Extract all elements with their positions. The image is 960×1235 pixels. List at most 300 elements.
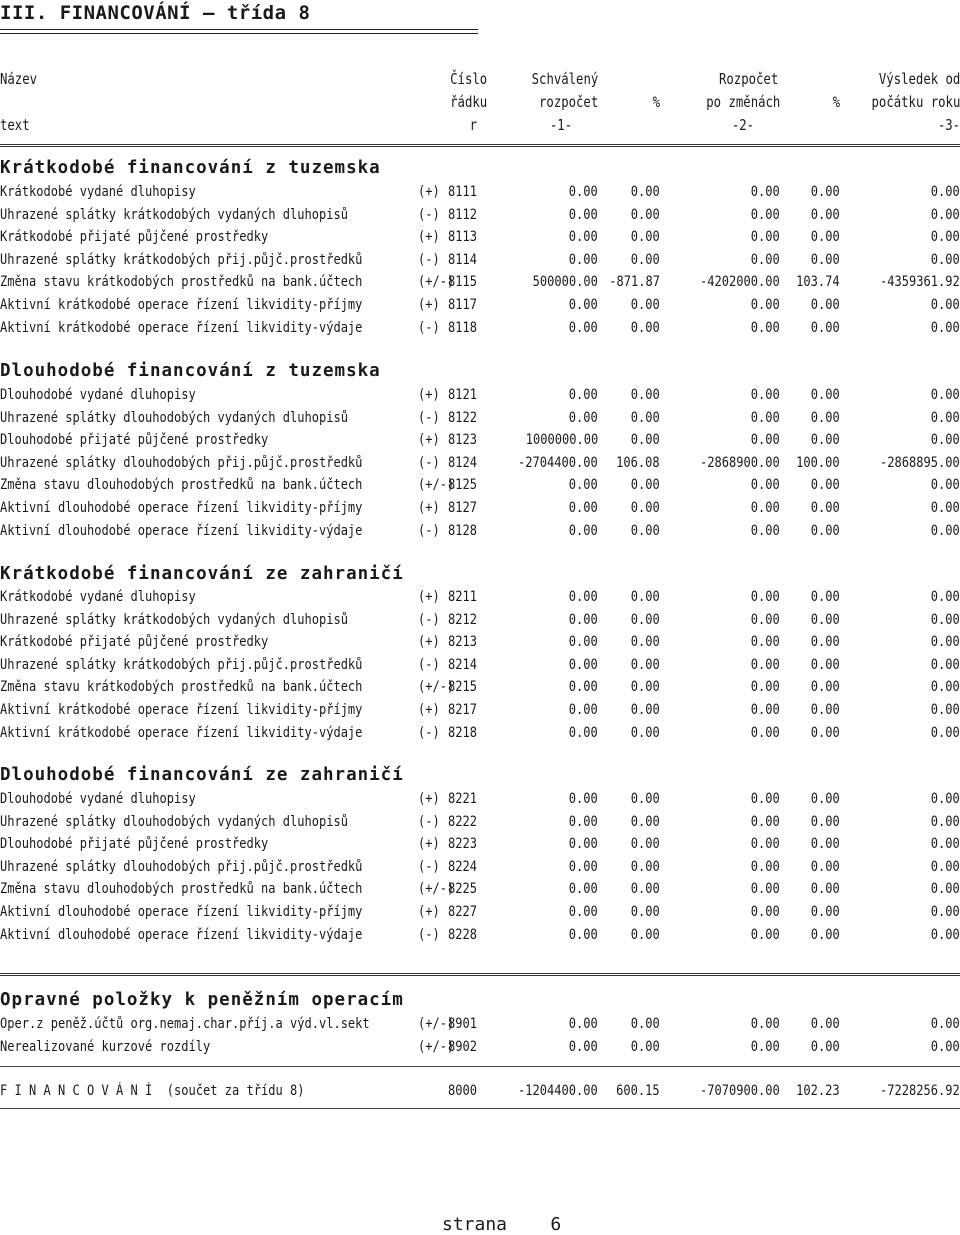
row-result: 0.00 bbox=[931, 432, 960, 449]
row-adjusted-budget: 0.00 bbox=[751, 206, 780, 223]
row-number: 8902 bbox=[448, 1038, 477, 1055]
total-label: F I N A N C O V Á N Í (součet za třídu 8) bbox=[0, 1083, 305, 1099]
row-name: Změna stavu krátkodobých prostředků na bank.účtech bbox=[0, 679, 363, 696]
row-percent-2: 0.00 bbox=[811, 206, 840, 223]
table-row bbox=[0, 226, 960, 248]
row-percent-2: 0.00 bbox=[811, 813, 840, 830]
row-adjusted-budget: 0.00 bbox=[751, 926, 780, 943]
row-result: 0.00 bbox=[931, 184, 960, 200]
row-adjusted-budget: 0.00 bbox=[751, 522, 780, 539]
row-name: Aktivní krátkodobé operace řízení likvidity-výdaje bbox=[0, 319, 363, 336]
table-row bbox=[0, 901, 960, 923]
header-text: text bbox=[0, 116, 30, 134]
row-percent-2: 0.00 bbox=[811, 724, 840, 741]
row-percent-1: 0.00 bbox=[631, 679, 660, 696]
row-percent-2: 0.00 bbox=[811, 1016, 840, 1032]
row-adjusted-budget: 0.00 bbox=[751, 589, 780, 605]
row-approved-budget: 0.00 bbox=[569, 184, 598, 200]
row-percent-2: 0.00 bbox=[811, 477, 840, 494]
row-adjusted-budget: 0.00 bbox=[751, 858, 780, 875]
row-sign: (+) bbox=[418, 432, 440, 449]
row-approved-budget: 0.00 bbox=[569, 319, 598, 336]
row-number: 8125 bbox=[448, 477, 477, 494]
row-percent-1: 0.00 bbox=[631, 926, 660, 943]
row-approved-budget: 0.00 bbox=[569, 297, 598, 313]
row-result: 0.00 bbox=[931, 1038, 960, 1055]
row-adjusted-budget: 0.00 bbox=[751, 184, 780, 200]
row-name: Aktivní krátkodobé operace řízení likvidity-příjmy bbox=[0, 297, 363, 313]
table-row bbox=[0, 407, 960, 429]
row-name: Dlouhodobé vydané dluhopisy bbox=[0, 791, 196, 807]
page-title: III. FINANCOVÁNÍ – třída 8 bbox=[0, 2, 311, 24]
table-row bbox=[0, 317, 960, 339]
row-adjusted-budget: 0.00 bbox=[751, 634, 780, 651]
table-row bbox=[0, 811, 960, 833]
header-cislo: Číslo bbox=[449, 70, 487, 88]
row-approved-budget: 0.00 bbox=[569, 724, 598, 741]
table-row bbox=[0, 452, 960, 474]
row-percent-2: 0.00 bbox=[811, 229, 840, 246]
row-approved-budget: -2704400.00 bbox=[518, 454, 598, 471]
row-number: 8117 bbox=[448, 297, 477, 313]
row-approved-budget: 0.00 bbox=[569, 904, 598, 920]
row-approved-budget: 0.00 bbox=[569, 1038, 598, 1055]
row-percent-2: 0.00 bbox=[811, 251, 840, 268]
row-sign: (-) bbox=[418, 926, 440, 943]
row-percent-1: 0.00 bbox=[631, 387, 660, 403]
row-approved-budget: 0.00 bbox=[569, 656, 598, 673]
row-result: 0.00 bbox=[931, 297, 960, 313]
row-result: -2868895.00 bbox=[880, 454, 960, 471]
row-percent-2: 0.00 bbox=[811, 319, 840, 336]
row-percent-1: -871.87 bbox=[609, 274, 660, 291]
row-adjusted-budget: 0.00 bbox=[751, 432, 780, 449]
row-number: 8217 bbox=[448, 702, 477, 718]
row-approved-budget: 0.00 bbox=[569, 702, 598, 718]
row-number: 8112 bbox=[448, 206, 477, 223]
row-sign: (-) bbox=[418, 724, 440, 741]
row-approved-budget: 0.00 bbox=[569, 589, 598, 605]
row-result: 0.00 bbox=[931, 589, 960, 605]
section-title: Krátkodobé financování z tuzemska bbox=[0, 158, 381, 178]
row-percent-1: 0.00 bbox=[631, 702, 660, 718]
row-number: 8118 bbox=[448, 319, 477, 336]
row-adjusted-budget: 0.00 bbox=[751, 500, 780, 516]
table-row bbox=[0, 294, 960, 316]
row-number: 8901 bbox=[448, 1016, 477, 1032]
row-sign: (+) bbox=[418, 702, 440, 718]
row-percent-1: 106.08 bbox=[616, 454, 660, 471]
row-percent-1: 0.00 bbox=[631, 1016, 660, 1032]
row-percent-1: 0.00 bbox=[631, 500, 660, 516]
table-row bbox=[0, 699, 960, 721]
row-adjusted-budget: 0.00 bbox=[751, 1016, 780, 1032]
row-number: 8122 bbox=[448, 409, 477, 426]
row-adjusted-budget: 0.00 bbox=[751, 724, 780, 741]
table-row bbox=[0, 654, 960, 676]
row-approved-budget: 0.00 bbox=[569, 522, 598, 539]
row-number: 8213 bbox=[448, 634, 477, 651]
row-result: 0.00 bbox=[931, 251, 960, 268]
title-underline bbox=[0, 29, 478, 30]
row-result: 0.00 bbox=[931, 206, 960, 223]
row-sign: (-) bbox=[418, 656, 440, 673]
row-percent-2: 0.00 bbox=[811, 904, 840, 920]
table-row bbox=[0, 1036, 960, 1058]
row-percent-2: 0.00 bbox=[811, 926, 840, 943]
row-name: Změna stavu dlouhodobých prostředků na bank.účtech bbox=[0, 881, 363, 898]
row-approved-budget: 0.00 bbox=[569, 926, 598, 943]
row-adjusted-budget: 0.00 bbox=[751, 656, 780, 673]
row-name: Dlouhodobé přijaté půjčené prostředky bbox=[0, 432, 269, 449]
row-percent-2: 0.00 bbox=[811, 297, 840, 313]
row-result: 0.00 bbox=[931, 926, 960, 943]
row-approved-budget: 0.00 bbox=[569, 387, 598, 403]
row-sign: (-) bbox=[418, 454, 440, 471]
row-adjusted-budget: 0.00 bbox=[751, 679, 780, 696]
row-number: 8225 bbox=[448, 881, 477, 898]
row-sign: (+) bbox=[418, 387, 440, 403]
row-name: Aktivní dlouhodobé operace řízení likvidity-výdaje bbox=[0, 522, 363, 539]
row-sign: (+) bbox=[418, 836, 440, 853]
table-row bbox=[0, 384, 960, 406]
row-percent-2: 0.00 bbox=[811, 184, 840, 200]
table-row bbox=[0, 204, 960, 226]
row-result: 0.00 bbox=[931, 522, 960, 539]
row-approved-budget: 0.00 bbox=[569, 409, 598, 426]
row-name: Uhrazené splátky dlouhodobých vydaných dluhopisů bbox=[0, 813, 348, 830]
row-sign: (-) bbox=[418, 251, 440, 268]
row-adjusted-budget: 0.00 bbox=[751, 813, 780, 830]
row-sign: (+/-) bbox=[418, 477, 455, 494]
row-number: 8211 bbox=[448, 589, 477, 605]
row-number: 8221 bbox=[448, 791, 477, 807]
row-percent-1: 0.00 bbox=[631, 432, 660, 449]
row-approved-budget: 0.00 bbox=[569, 813, 598, 830]
row-result: 0.00 bbox=[931, 858, 960, 875]
row-adjusted-budget: 0.00 bbox=[751, 702, 780, 718]
row-sign: (-) bbox=[418, 206, 440, 223]
row-percent-2: 0.00 bbox=[811, 656, 840, 673]
table-row bbox=[0, 497, 960, 519]
row-name: Aktivní dlouhodobé operace řízení likvidity-výdaje bbox=[0, 926, 363, 943]
row-percent-1: 0.00 bbox=[631, 206, 660, 223]
row-number: 8218 bbox=[448, 724, 477, 741]
row-number: 8223 bbox=[448, 836, 477, 853]
total-value-3: -7228256.92 bbox=[880, 1083, 960, 1099]
row-result: 0.00 bbox=[931, 409, 960, 426]
table-row bbox=[0, 520, 960, 542]
table-row bbox=[0, 474, 960, 496]
section-rule bbox=[0, 973, 960, 976]
row-sign: (+) bbox=[418, 634, 440, 651]
row-percent-1: 0.00 bbox=[631, 724, 660, 741]
row-percent-1: 0.00 bbox=[631, 881, 660, 898]
table-row bbox=[0, 676, 960, 698]
header-vysledek: Výsledek od bbox=[878, 70, 960, 88]
section-title: Dlouhodobé financování z tuzemska bbox=[0, 361, 381, 381]
row-result: 0.00 bbox=[931, 387, 960, 403]
row-result: 0.00 bbox=[931, 500, 960, 516]
title-underline-2 bbox=[0, 33, 478, 34]
header-schvaleny: Schválený bbox=[531, 70, 598, 88]
total-value-2: -7070900.00 bbox=[700, 1083, 780, 1099]
row-name: Uhrazené splátky krátkodobých vydaných dluhopisů bbox=[0, 611, 348, 628]
total-rule-bottom bbox=[0, 1108, 960, 1109]
row-number: 8214 bbox=[448, 656, 477, 673]
row-percent-2: 0.00 bbox=[811, 500, 840, 516]
row-approved-budget: 0.00 bbox=[569, 634, 598, 651]
row-name: Uhrazené splátky dlouhodobých přij.půjč.prostředků bbox=[0, 454, 363, 471]
row-name: Uhrazené splátky dlouhodobých vydaných dluhopisů bbox=[0, 409, 348, 426]
row-result: 0.00 bbox=[931, 791, 960, 807]
row-adjusted-budget: -4202000.00 bbox=[700, 274, 780, 291]
row-approved-budget: 1000000.00 bbox=[525, 432, 598, 449]
row-percent-1: 0.00 bbox=[631, 297, 660, 313]
row-number: 8227 bbox=[448, 904, 477, 920]
header-r: r bbox=[469, 116, 477, 134]
row-percent-2: 0.00 bbox=[811, 702, 840, 718]
row-percent-2: 0.00 bbox=[811, 611, 840, 628]
header-rule bbox=[0, 144, 960, 147]
row-sign: (+) bbox=[418, 297, 440, 313]
row-sign: (-) bbox=[418, 522, 440, 539]
header-rozpocet-zmeny: Rozpočet bbox=[718, 70, 778, 88]
row-name: Uhrazené splátky krátkodobých přij.půjč.prostředků bbox=[0, 656, 363, 673]
row-approved-budget: 0.00 bbox=[569, 791, 598, 807]
row-number: 8113 bbox=[448, 229, 477, 246]
row-percent-2: 0.00 bbox=[811, 836, 840, 853]
row-result: 0.00 bbox=[931, 1016, 960, 1032]
row-percent-1: 0.00 bbox=[631, 813, 660, 830]
header-percent-1: % bbox=[652, 93, 660, 111]
table-row bbox=[0, 878, 960, 900]
row-number: 8215 bbox=[448, 679, 477, 696]
row-name: Nerealizované kurzové rozdíly bbox=[0, 1038, 211, 1055]
table-row bbox=[0, 924, 960, 946]
row-sign: (+) bbox=[418, 904, 440, 920]
table-row bbox=[0, 722, 960, 744]
row-percent-1: 0.00 bbox=[631, 589, 660, 605]
row-percent-2: 103.74 bbox=[796, 274, 840, 291]
row-number: 8222 bbox=[448, 813, 477, 830]
row-adjusted-budget: 0.00 bbox=[751, 297, 780, 313]
row-percent-1: 0.00 bbox=[631, 1038, 660, 1055]
row-percent-2: 0.00 bbox=[811, 858, 840, 875]
row-number: 8212 bbox=[448, 611, 477, 628]
row-adjusted-budget: 0.00 bbox=[751, 1038, 780, 1055]
row-result: 0.00 bbox=[931, 904, 960, 920]
row-number: 8224 bbox=[448, 858, 477, 875]
total-rule-top bbox=[0, 1066, 960, 1067]
row-number: 8128 bbox=[448, 522, 477, 539]
row-percent-2: 0.00 bbox=[811, 1038, 840, 1055]
row-name: Aktivní dlouhodobé operace řízení likvidity-příjmy bbox=[0, 500, 363, 516]
row-result: 0.00 bbox=[931, 477, 960, 494]
row-percent-1: 0.00 bbox=[631, 251, 660, 268]
row-percent-1: 0.00 bbox=[631, 522, 660, 539]
row-sign: (+) bbox=[418, 500, 440, 516]
table-row bbox=[0, 609, 960, 631]
row-sign: (+) bbox=[418, 791, 440, 807]
row-number: 8121 bbox=[448, 387, 477, 403]
row-approved-budget: 0.00 bbox=[569, 611, 598, 628]
row-percent-1: 0.00 bbox=[631, 656, 660, 673]
row-sign: (+/-) bbox=[418, 1038, 455, 1055]
row-approved-budget: 0.00 bbox=[569, 881, 598, 898]
row-approved-budget: 0.00 bbox=[569, 858, 598, 875]
row-sign: (-) bbox=[418, 409, 440, 426]
header-rozpocet: rozpočet bbox=[538, 93, 598, 111]
row-adjusted-budget: 0.00 bbox=[751, 791, 780, 807]
row-adjusted-budget: 0.00 bbox=[751, 836, 780, 853]
row-percent-1: 0.00 bbox=[631, 229, 660, 246]
row-percent-1: 0.00 bbox=[631, 791, 660, 807]
row-sign: (-) bbox=[418, 319, 440, 336]
row-result: 0.00 bbox=[931, 679, 960, 696]
row-name: Dlouhodobé vydané dluhopisy bbox=[0, 387, 196, 403]
row-name: Dlouhodobé přijaté půjčené prostředky bbox=[0, 836, 269, 853]
row-percent-2: 0.00 bbox=[811, 881, 840, 898]
row-adjusted-budget: 0.00 bbox=[751, 387, 780, 403]
row-approved-budget: 0.00 bbox=[569, 836, 598, 853]
total-value-1: -1204400.00 bbox=[518, 1083, 598, 1099]
row-result: 0.00 bbox=[931, 634, 960, 651]
row-adjusted-budget: 0.00 bbox=[751, 611, 780, 628]
table-row bbox=[0, 249, 960, 271]
row-number: 8127 bbox=[448, 500, 477, 516]
row-adjusted-budget: 0.00 bbox=[751, 251, 780, 268]
section-title: Opravné položky k peněžním operacím bbox=[0, 990, 404, 1010]
row-sign: (-) bbox=[418, 858, 440, 875]
header-col3: -3- bbox=[937, 116, 960, 134]
row-result: 0.00 bbox=[931, 229, 960, 246]
header-col1: -1- bbox=[549, 116, 572, 134]
table-row bbox=[0, 856, 960, 878]
row-adjusted-budget: 0.00 bbox=[751, 319, 780, 336]
row-percent-2: 0.00 bbox=[811, 432, 840, 449]
row-percent-1: 0.00 bbox=[631, 184, 660, 200]
header-pocatku-roku: počátku roku bbox=[871, 93, 960, 111]
row-percent-2: 0.00 bbox=[811, 634, 840, 651]
header-radku: řádku bbox=[449, 93, 487, 111]
row-percent-1: 0.00 bbox=[631, 634, 660, 651]
header-percent-2: % bbox=[832, 93, 840, 111]
row-name: Krátkodobé přijaté půjčené prostředky bbox=[0, 229, 269, 246]
row-adjusted-budget: 0.00 bbox=[751, 229, 780, 246]
row-percent-1: 0.00 bbox=[631, 904, 660, 920]
table-row bbox=[0, 833, 960, 855]
row-result: 0.00 bbox=[931, 611, 960, 628]
row-approved-budget: 0.00 bbox=[569, 1016, 598, 1032]
row-adjusted-budget: 0.00 bbox=[751, 904, 780, 920]
row-number: 8115 bbox=[448, 274, 477, 291]
row-name: Aktivní dlouhodobé operace řízení likvidity-příjmy bbox=[0, 904, 363, 920]
table-row bbox=[0, 181, 960, 203]
row-name: Aktivní krátkodobé operace řízení likvidity-příjmy bbox=[0, 702, 363, 718]
row-name: Aktivní krátkodobé operace řízení likvidity-výdaje bbox=[0, 724, 363, 741]
total-percent-1: 600.15 bbox=[616, 1083, 660, 1099]
row-percent-2: 0.00 bbox=[811, 589, 840, 605]
row-percent-2: 0.00 bbox=[811, 791, 840, 807]
table-row bbox=[0, 788, 960, 810]
row-name: Krátkodobé vydané dluhopisy bbox=[0, 589, 196, 605]
row-name: Oper.z peněž.účtů org.nemaj.char.příj.a výd.vl.sekt bbox=[0, 1016, 370, 1032]
row-sign: (+) bbox=[418, 229, 440, 246]
row-sign: (+) bbox=[418, 184, 440, 200]
row-percent-2: 0.00 bbox=[811, 387, 840, 403]
table-row bbox=[0, 631, 960, 653]
row-sign: (+/-) bbox=[418, 274, 455, 291]
row-name: Změna stavu dlouhodobých prostředků na bank.účtech bbox=[0, 477, 363, 494]
row-percent-1: 0.00 bbox=[631, 477, 660, 494]
row-sign: (+/-) bbox=[418, 1016, 455, 1032]
row-adjusted-budget: 0.00 bbox=[751, 409, 780, 426]
row-sign: (+/-) bbox=[418, 881, 455, 898]
row-sign: (-) bbox=[418, 813, 440, 830]
row-result: 0.00 bbox=[931, 319, 960, 336]
row-adjusted-budget: -2868900.00 bbox=[700, 454, 780, 471]
row-name: Uhrazené splátky dlouhodobých přij.půjč.prostředků bbox=[0, 858, 363, 875]
row-number: 8111 bbox=[448, 184, 477, 200]
row-result: 0.00 bbox=[931, 813, 960, 830]
row-number: 8123 bbox=[448, 432, 477, 449]
table-row bbox=[0, 271, 960, 293]
table-row bbox=[0, 1013, 960, 1035]
header-po-zmenach: po změnách bbox=[705, 93, 780, 111]
table-row bbox=[0, 586, 960, 608]
row-percent-2: 0.00 bbox=[811, 409, 840, 426]
section-title: Dlouhodobé financování ze zahraničí bbox=[0, 765, 404, 785]
row-name: Krátkodobé vydané dluhopisy bbox=[0, 184, 196, 200]
row-result: 0.00 bbox=[931, 836, 960, 853]
row-approved-budget: 0.00 bbox=[569, 679, 598, 696]
row-approved-budget: 500000.00 bbox=[532, 274, 598, 291]
row-sign: (+/-) bbox=[418, 679, 455, 696]
row-percent-2: 100.00 bbox=[796, 454, 840, 471]
row-result: 0.00 bbox=[931, 881, 960, 898]
total-row bbox=[0, 1080, 960, 1102]
row-number: 8114 bbox=[448, 251, 477, 268]
row-number: 8228 bbox=[448, 926, 477, 943]
row-name: Krátkodobé přijaté půjčené prostředky bbox=[0, 634, 269, 651]
row-result: -4359361.92 bbox=[880, 274, 960, 291]
row-approved-budget: 0.00 bbox=[569, 500, 598, 516]
section-title: Krátkodobé financování ze zahraničí bbox=[0, 564, 404, 584]
header-nazev: Název bbox=[0, 70, 38, 88]
row-result: 0.00 bbox=[931, 702, 960, 718]
row-result: 0.00 bbox=[931, 724, 960, 741]
row-percent-1: 0.00 bbox=[631, 611, 660, 628]
row-percent-2: 0.00 bbox=[811, 522, 840, 539]
row-approved-budget: 0.00 bbox=[569, 477, 598, 494]
row-percent-2: 0.00 bbox=[811, 679, 840, 696]
row-result: 0.00 bbox=[931, 656, 960, 673]
row-approved-budget: 0.00 bbox=[569, 206, 598, 223]
row-number: 8124 bbox=[448, 454, 477, 471]
row-name: Uhrazené splátky krátkodobých vydaných dluhopisů bbox=[0, 206, 348, 223]
row-sign: (-) bbox=[418, 611, 440, 628]
row-approved-budget: 0.00 bbox=[569, 251, 598, 268]
total-number: 8000 bbox=[448, 1083, 477, 1099]
row-adjusted-budget: 0.00 bbox=[751, 881, 780, 898]
row-percent-1: 0.00 bbox=[631, 319, 660, 336]
row-adjusted-budget: 0.00 bbox=[751, 477, 780, 494]
total-percent-2: 102.23 bbox=[796, 1083, 840, 1099]
row-percent-1: 0.00 bbox=[631, 409, 660, 426]
row-percent-1: 0.00 bbox=[631, 836, 660, 853]
row-approved-budget: 0.00 bbox=[569, 229, 598, 246]
